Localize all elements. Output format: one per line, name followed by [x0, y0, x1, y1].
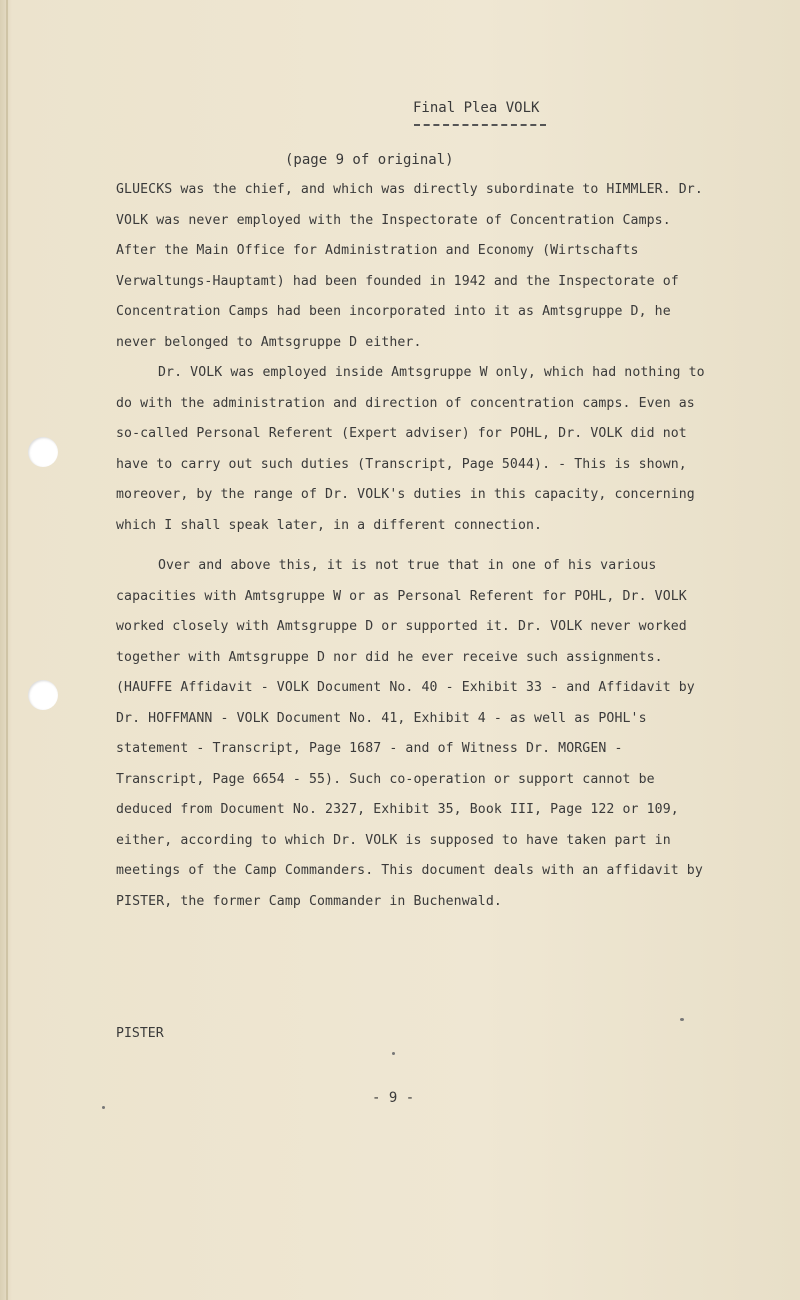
- page-number: - 9 -: [372, 1090, 415, 1106]
- page-reference: (page 9 of original): [285, 152, 454, 168]
- punch-hole-bottom: [28, 680, 58, 710]
- paragraph-2: Dr. VOLK was employed inside Amtsgruppe W only, which had nothing to do with the administration and direction of concentration camps. Even as so-called Personal Referent (Expert adviser) for POHL, Dr. VOLK did not have to carry out such duties (Transcript, Page 5044). - This is shown, moreover, by the range of Dr. VOLK's duties in this capacity, concerning which I shall speak later, in a different connection.: [116, 365, 705, 533]
- paper-speck: [680, 1018, 684, 1021]
- paragraph-1: GLUECKS was the chief, and which was directly subordinate to HIMMLER. Dr. VOLK was never employed with the Inspectorate of Concentration Camps. After the Main Office for Administration and Economy (Wirtschafts Verwaltungs-Hauptamt) had been founded in 1942 and the Inspectorate of Concentration Camps had been incorporated into it as Amtsgruppe D, he never belonged to Amtsgruppe D either.: [116, 182, 703, 350]
- page-edge: [6, 0, 8, 1300]
- paper-speck: [392, 1052, 395, 1055]
- document-title: Final Plea VOLK: [413, 100, 540, 116]
- title-underline: [414, 124, 546, 126]
- paragraph-3: Over and above this, it is not true that in one of his various capacities with Amtsgruppe W or as Personal Referent for POHL, Dr. VOLK worked closely with Amtsgruppe D or supported it. Dr. VOLK never worked together with Amtsgruppe D nor did he ever receive such assignments. (HAUFFE Affidavit - VOLK Document No. 40 - Exhibit 33 - and Affidavit by Dr. HOFFMANN - VOLK Document No. 41, Exhibit 4 - as well as POHL's statement - Transcript, Page 1687 - and of Witness Dr. MORGEN - Transcript, Page 6654 - 55). Such co-operation or support cannot be deduced from Document No. 2327, Exhibit 35, Book III, Page 122 or 109, either, according to which Dr. VOLK is supposed to have taken part in meetings of the Camp Commanders. This document deals with an affidavit by PISTER, the former Camp Commander in Buchenwald.: [116, 558, 703, 909]
- paper-speck: [102, 1106, 105, 1109]
- punch-hole-top: [28, 437, 58, 467]
- continuation-word: PISTER: [116, 1026, 164, 1041]
- body-text: [116, 175, 716, 917]
